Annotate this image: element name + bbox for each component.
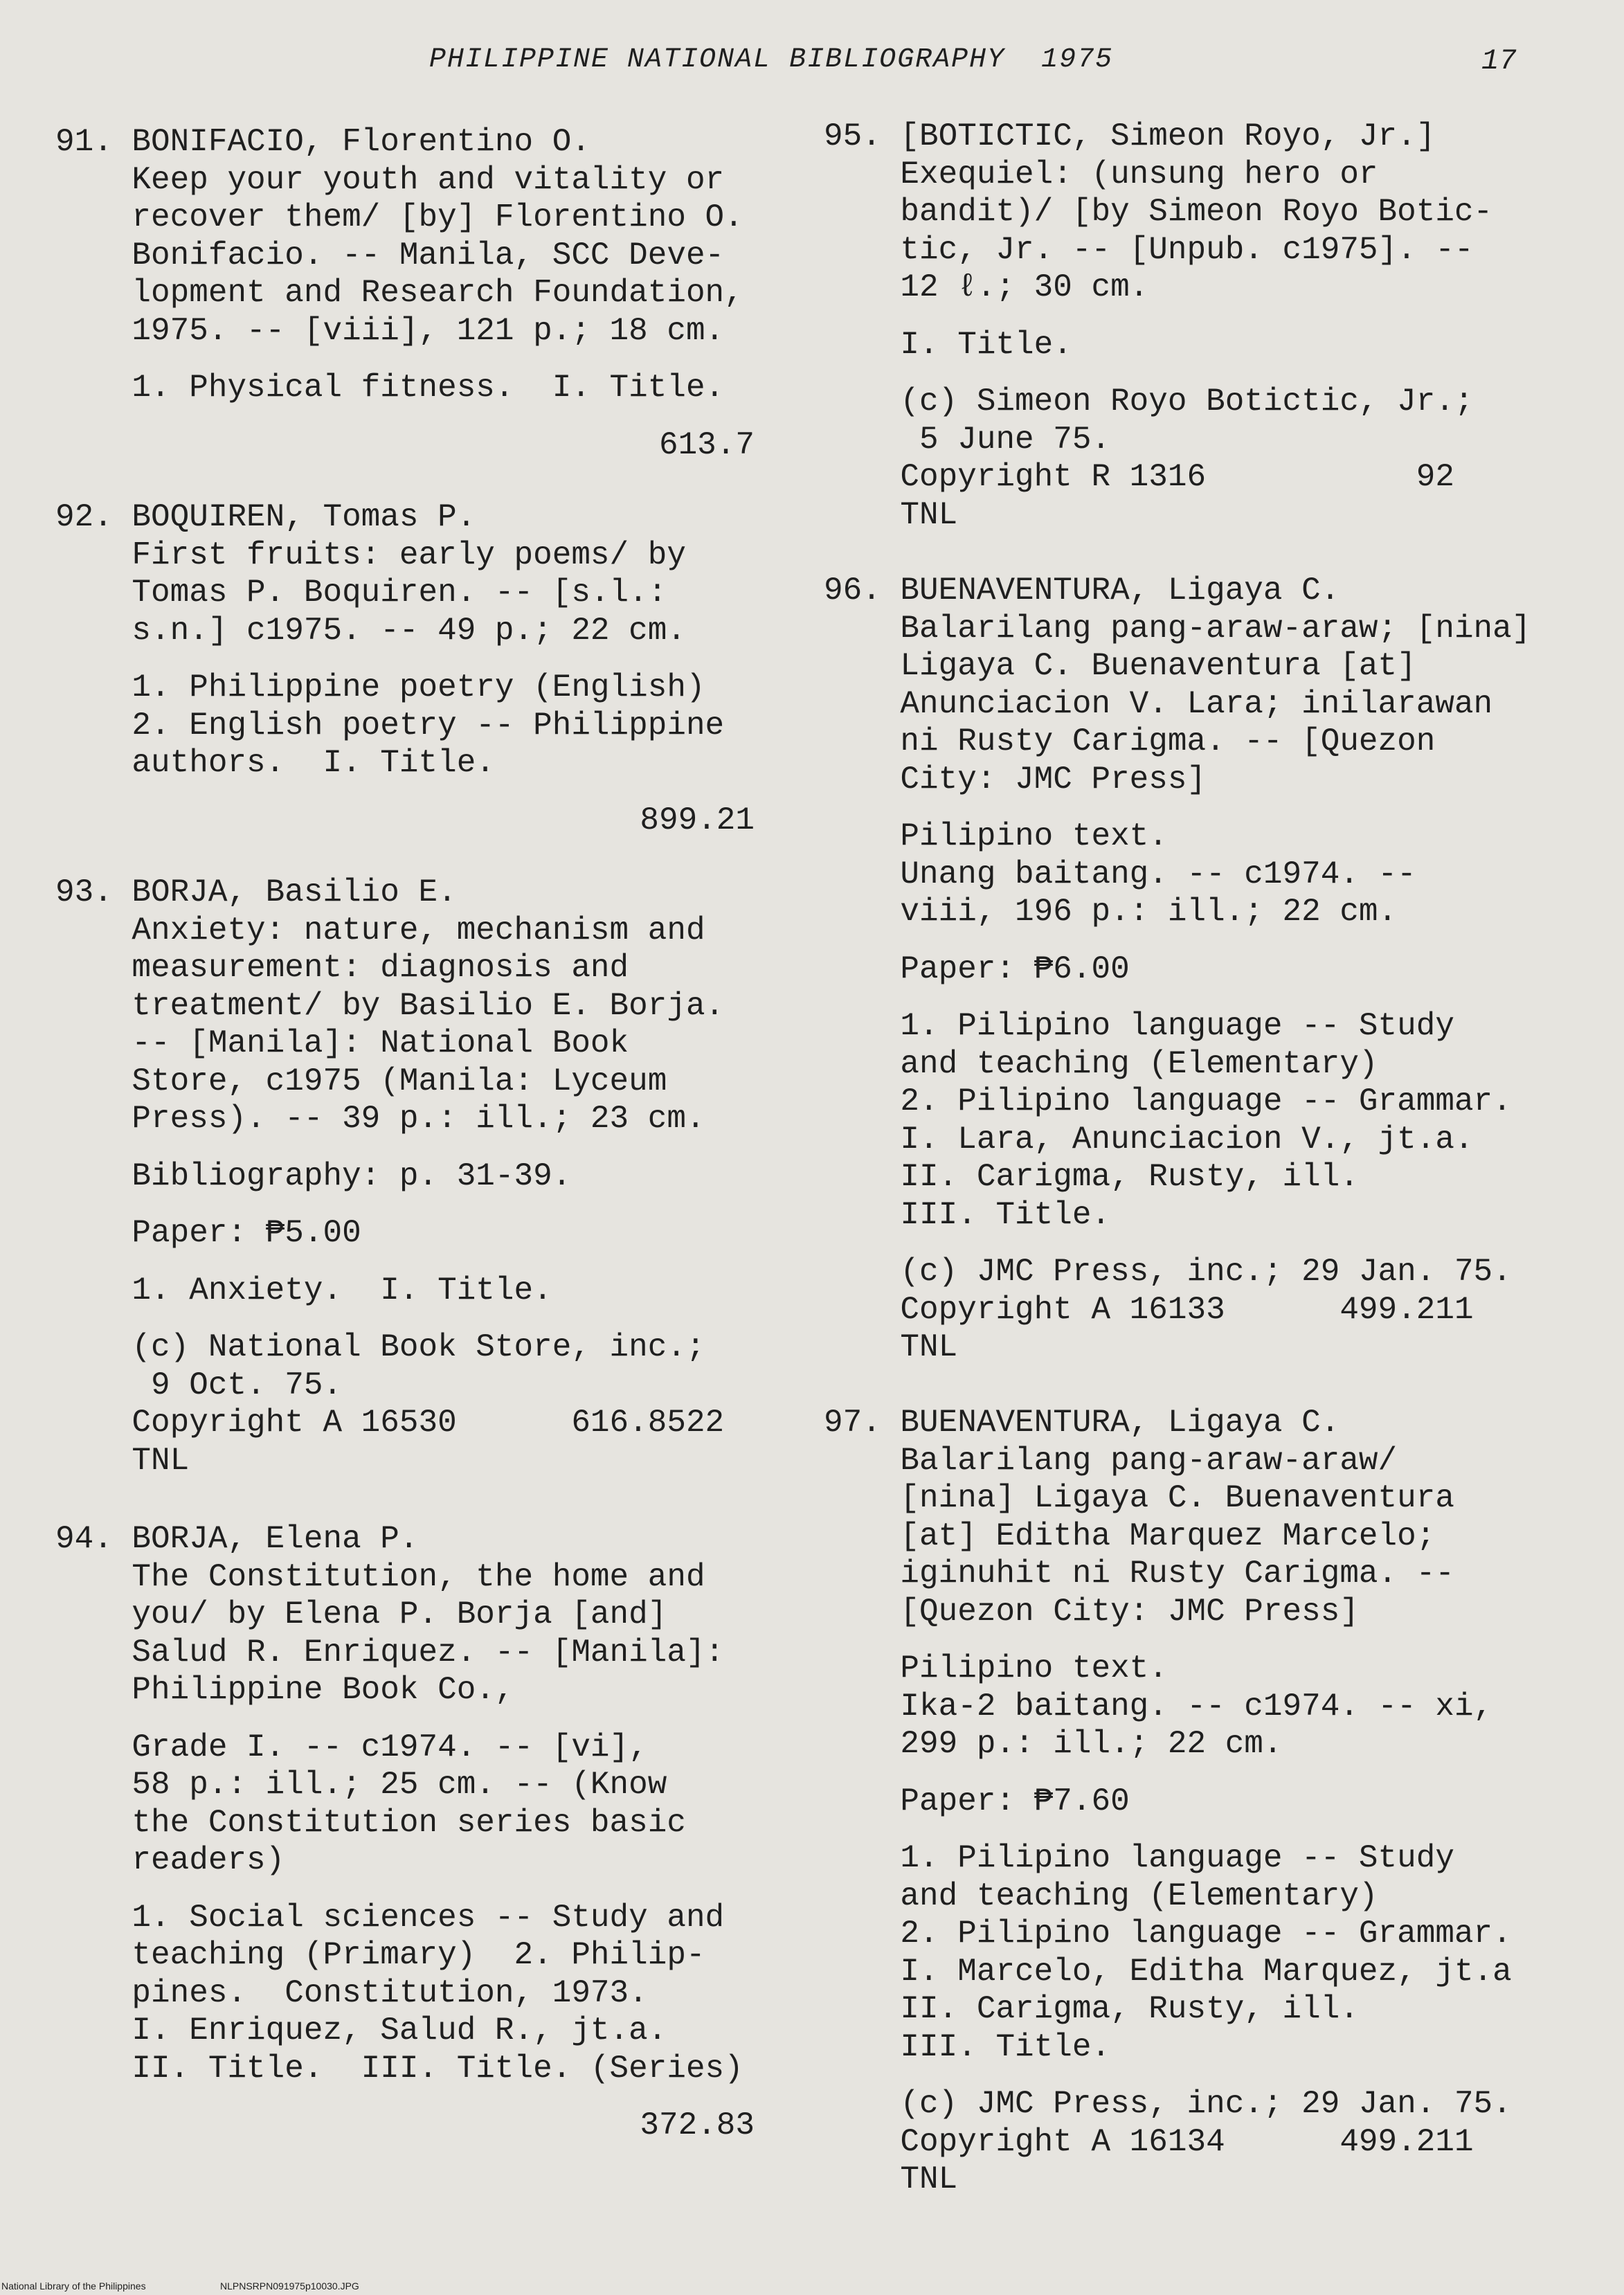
entry-line: The Constitution, the home and: [55, 1558, 705, 1595]
entry-line: Keep your youth and vitality or: [55, 161, 725, 198]
block-gap: [824, 363, 1523, 383]
entry-line: TNL: [55, 1442, 190, 1479]
entry-line: 372.83: [640, 2107, 755, 2143]
entry-line: Copyright A 16133 499.211: [824, 1291, 1474, 1328]
entry-line: Salud R. Enriquez. -- [Manila]:: [55, 1634, 725, 1671]
entry-line: lopment and Research Foundation,: [55, 275, 743, 311]
block-gap: [824, 1630, 1523, 1650]
block-gap: [55, 407, 755, 426]
block-gap: [55, 1709, 755, 1729]
block-gap: [55, 1138, 755, 1158]
entry-line: 58 p.: ill.; 25 cm. -- (Know: [55, 1767, 667, 1803]
entry-line: 92. BOQUIREN, Tomas P.: [55, 499, 476, 535]
page-number: 17: [1481, 44, 1517, 78]
entry-line: 1. Anxiety. I. Title.: [55, 1272, 552, 1308]
entry-92: [55, 498, 755, 839]
entry-line: II. Carigma, Rusty, ill.: [824, 1991, 1359, 2027]
entry-line: Ika-2 baitang. -- c1974. -- xi,: [824, 1688, 1493, 1725]
entry-line: ni Rusty Carigma. -- [Quezon: [824, 723, 1436, 759]
block-gap: [55, 1309, 755, 1329]
footer-library: National Library of the Philippines: [1, 2280, 146, 2292]
entry-line: (c) Simeon Royo Botictic, Jr.;: [824, 384, 1474, 420]
entry-line: Copyright A 16134 499.211: [824, 2123, 1474, 2160]
entry-line: 2. English poetry -- Philippine: [55, 707, 725, 744]
entry-line: Pilipino text.: [824, 1650, 1168, 1686]
entry-97: [824, 1404, 1523, 2199]
entry-96: [824, 572, 1531, 1367]
entry-95: [824, 118, 1523, 534]
entry-line: and teaching (Elementary): [824, 1045, 1378, 1082]
entry-line: 299 p.: ill.; 22 cm.: [824, 1726, 1283, 1762]
block-gap: [824, 931, 1523, 951]
entry-line: Exequiel: (unsung hero or: [824, 156, 1378, 192]
entry-line: (c) National Book Store, inc.;: [55, 1329, 705, 1365]
entry-line: (c) JMC Press, inc.; 29 Jan. 75.: [824, 1254, 1512, 1290]
entry-line: Paper: ₱5.00: [55, 1215, 361, 1251]
entry-line: III. Title.: [824, 2028, 1111, 2065]
entry-91: [55, 123, 755, 464]
entry-line: teaching (Primary) 2. Philip-: [55, 1937, 705, 1973]
entry-line: Anunciacion V. Lara; inilarawan: [824, 685, 1493, 722]
block-gap: [55, 2087, 755, 2107]
block-gap: [55, 1252, 755, 1272]
block-gap: [824, 1234, 1523, 1253]
entry-line: treatment/ by Basilio E. Borja.: [55, 987, 725, 1024]
block-gap: [824, 1763, 1523, 1783]
entry-line: Paper: ₱6.00: [824, 951, 1130, 987]
entry-line: 5 June 75.: [824, 421, 1111, 458]
entry-line: and teaching (Elementary): [824, 1878, 1378, 1914]
entry-line: 2. Pilipino language -- Grammar.: [824, 1083, 1512, 1119]
entry-93: [55, 874, 755, 1479]
entry-line: 12 ℓ.; 30 cm.: [824, 269, 1149, 305]
entry-line: (c) JMC Press, inc.; 29 Jan. 75.: [824, 2086, 1512, 2122]
block-gap: [55, 350, 755, 369]
entry-line: Ligaya C. Buenaventura [at]: [824, 648, 1416, 684]
entry-line: authors. I. Title.: [55, 745, 495, 781]
entry-line: the Constitution series basic: [55, 1804, 686, 1841]
entry-line: 93. BORJA, Basilio E.: [55, 874, 457, 910]
entry-line: Unang baitang. -- c1974. --: [824, 856, 1416, 892]
entry-line: iginuhit ni Rusty Carigma. --: [824, 1556, 1454, 1592]
entry-line: Copyright A 16530 616.8522: [55, 1405, 725, 1441]
entry-line: I. Marcelo, Editha Marquez, jt.a: [824, 1953, 1512, 1990]
entry-line: 94. BORJA, Elena P.: [55, 1521, 419, 1557]
entry-line: tic, Jr. -- [Unpub. c1975]. --: [824, 231, 1474, 268]
block-gap: [55, 1880, 755, 1899]
entry-line: II. Carigma, Rusty, ill.: [824, 1159, 1359, 1195]
entry-line: 95. [BOTICTIC, Simeon Royo, Jr.]: [824, 118, 1436, 154]
entry-line: 91. BONIFACIO, Florentino O.: [55, 124, 590, 160]
entry-line: I. Enriquez, Salud R., jt.a.: [55, 2013, 667, 2049]
entry-line: 2. Pilipino language -- Grammar.: [824, 1916, 1512, 1952]
entry-line: Grade I. -- c1974. -- [vi],: [55, 1729, 648, 1765]
entry-line: III. Title.: [824, 1196, 1111, 1233]
entry-line: [nina] Ligaya C. Buenaventura: [824, 1480, 1454, 1516]
entry-line: recover them/ [by] Florentino O.: [55, 199, 743, 235]
block-gap: [824, 988, 1523, 1007]
entry-line: measurement: diagnosis and: [55, 950, 629, 986]
block-gap: [824, 2066, 1523, 2085]
entry-line: 1. Pilipino language -- Study: [824, 1008, 1454, 1044]
entry-line: Tomas P. Boquiren. -- [s.l.:: [55, 575, 667, 611]
entry-line: I. Lara, Anunciacion V., jt.a.: [824, 1121, 1474, 1158]
block-gap: [55, 1195, 755, 1214]
entry-line: Store, c1975 (Manila: Lyceum: [55, 1063, 667, 1099]
entry-line: Bonifacio. -- Manila, SCC Deve-: [55, 237, 725, 273]
block-gap: [824, 307, 1523, 326]
entry-line: 9 Oct. 75.: [55, 1367, 343, 1403]
entry-line: Pilipino text.: [824, 818, 1168, 854]
entry-line: -- [Manila]: National Book: [55, 1025, 629, 1061]
footer-filename: NLPNSRPN091975p10030.JPG: [220, 2280, 359, 2292]
entry-line: 1. Physical fitness. I. Title.: [55, 370, 725, 406]
entry-line: s.n.] c1975. -- 49 p.; 22 cm.: [55, 612, 686, 649]
entry-line: 1975. -- [viii], 121 p.; 18 cm.: [55, 312, 725, 349]
entry-line: bandit)/ [by Simeon Royo Botic-: [824, 194, 1493, 230]
entry-line: Anxiety: nature, mechanism and: [55, 912, 705, 948]
entry-line: Balarilang pang-araw-araw; [nina]: [824, 610, 1531, 647]
entry-94: [55, 1520, 755, 2145]
entry-line: viii, 196 p.: ill.; 22 cm.: [824, 894, 1398, 930]
entry-line: 1. Social sciences -- Study and: [55, 1899, 725, 1936]
entry-line: Balarilang pang-araw-araw/: [824, 1442, 1398, 1479]
entry-line: 96. BUENAVENTURA, Ligaya C.: [824, 573, 1340, 609]
entry-line: Paper: ₱7.60: [824, 1783, 1130, 1819]
entry-line: City: JMC Press]: [824, 761, 1207, 798]
entry-line: Copyright R 1316 92: [824, 459, 1454, 495]
entry-line: [at] Editha Marquez Marcelo;: [824, 1518, 1436, 1554]
entry-line: 613.7: [658, 426, 755, 463]
block-gap: [824, 1820, 1523, 1839]
block-gap: [55, 649, 755, 669]
entry-line: Philippine Book Co.,: [55, 1672, 514, 1708]
entry-line: pines. Constitution, 1973.: [55, 1974, 648, 2011]
entry-line: TNL: [824, 496, 958, 533]
entry-line: 899.21: [640, 802, 755, 838]
block-gap: [55, 782, 755, 802]
entry-line: Bibliography: p. 31-39.: [55, 1158, 572, 1194]
entry-line: TNL: [824, 1329, 958, 1365]
entry-line: 97. BUENAVENTURA, Ligaya C.: [824, 1405, 1340, 1441]
entry-line: you/ by Elena P. Borja [and]: [55, 1596, 667, 1632]
entry-line: II. Title. III. Title. (Series): [55, 2050, 743, 2087]
entry-line: readers): [55, 1842, 285, 1878]
block-gap: [824, 798, 1523, 818]
entry-line: Press). -- 39 p.: ill.; 23 cm.: [55, 1101, 705, 1137]
entry-line: First fruits: early poems/ by: [55, 537, 686, 573]
entry-line: [Quezon City: JMC Press]: [824, 1593, 1359, 1630]
entry-line: TNL: [824, 2161, 958, 2197]
entry-line: I. Title.: [824, 326, 1072, 363]
page-header: PHILIPPINE NATIONAL BIBLIOGRAPHY 1975: [429, 44, 1114, 75]
entry-line: 1. Pilipino language -- Study: [824, 1840, 1454, 1876]
entry-line: 1. Philippine poetry (English): [55, 669, 705, 705]
